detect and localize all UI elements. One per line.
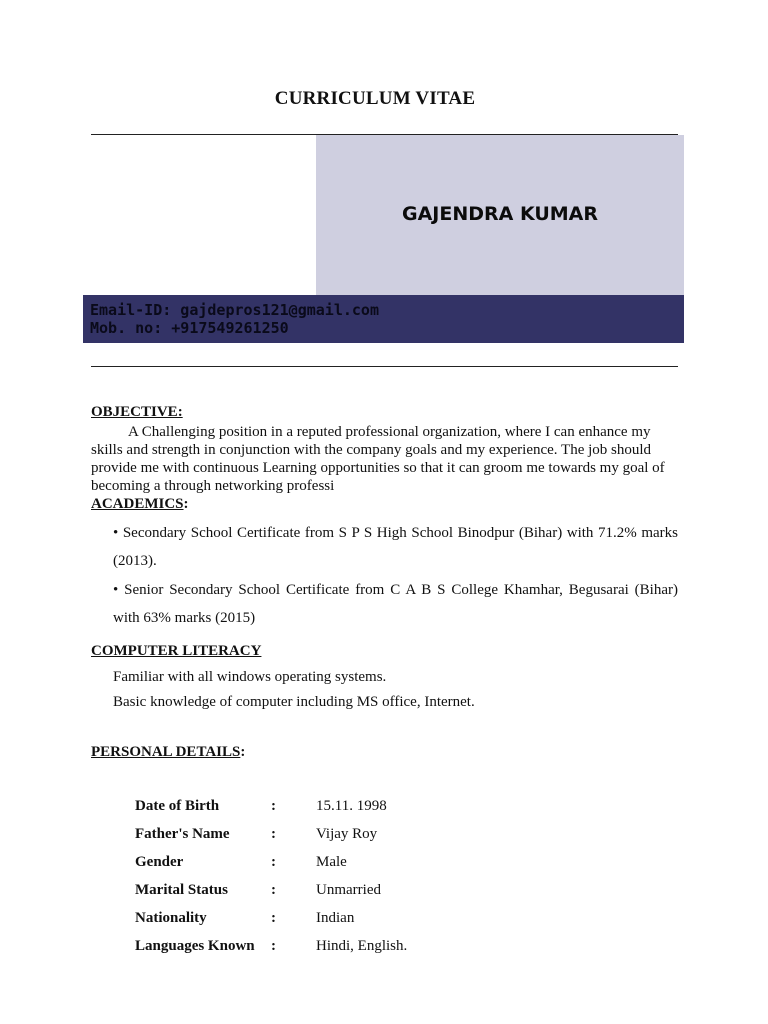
detail-separator: : [271,938,276,954]
detail-label: Languages Known [135,938,255,954]
contact-divider [91,366,678,367]
detail-label: Date of Birth [135,798,220,814]
objective-line: A Challenging position in a reputed professional organization, where I can enhance my [128,424,651,440]
academics-heading-text: ACADEMICS [91,496,184,512]
detail-value: Indian [316,910,355,926]
computer-line: Basic knowledge of computer including MS office, Internet. [113,694,475,710]
detail-value: Vijay Roy [316,826,378,842]
academics-heading-colon: : [183,496,189,512]
contact-bar [83,295,684,343]
mobile-line: Mob. no: +917549261250 [90,319,289,337]
objective-heading [91,404,183,421]
academics-item: • Secondary School Certificate from S P S High School Binodpur (Bihar) with 71.2% marks (2013). [113,525,678,569]
email-line: Email-ID: gajdepros121@gmail.com [90,301,379,319]
computer-heading-text: COMPUTER LITERACY [91,643,262,659]
detail-separator: : [271,798,276,814]
detail-separator: : [271,854,276,870]
detail-value: Male [316,854,347,870]
name-panel [316,135,684,295]
detail-value: Unmarried [316,882,381,898]
objective-line: becoming a through networking professi [91,478,335,494]
objective-text [91,423,681,495]
computer-line: Familiar with all windows operating systems. [113,669,387,685]
document-title: CURRICULUM VITAE [274,88,476,109]
detail-separator: : [271,826,276,842]
personal-heading-text: PERSONAL DETAILS [91,744,241,760]
detail-separator: : [271,882,276,898]
detail-value: 15.11. 1998 [316,798,387,814]
academics-item: • Senior Secondary School Certificate from C A B S College Khamhar, Begusarai (Bihar) with 63% marks (2015) [113,582,678,626]
academics-heading [91,496,189,513]
objective-heading-text: OBJECTIVE: [91,404,183,420]
detail-separator: : [271,910,276,926]
detail-label: Gender [135,854,184,870]
personal-heading-colon: : [240,744,246,760]
detail-label: Marital Status [135,882,228,898]
candidate-name: GAJENDRA KUMAR [401,203,599,225]
objective-line: provide me with continuous Learning opportunities so that it can groom me towards my goal of [91,460,665,476]
detail-label: Nationality [135,910,207,926]
detail-label: Father's Name [135,826,230,842]
objective-line: skills and strength in conjunction with the company goals and my experience. The job should [91,442,652,458]
detail-value: Hindi, English. [316,938,408,954]
personal-heading [91,744,245,761]
computer-heading [91,643,261,660]
